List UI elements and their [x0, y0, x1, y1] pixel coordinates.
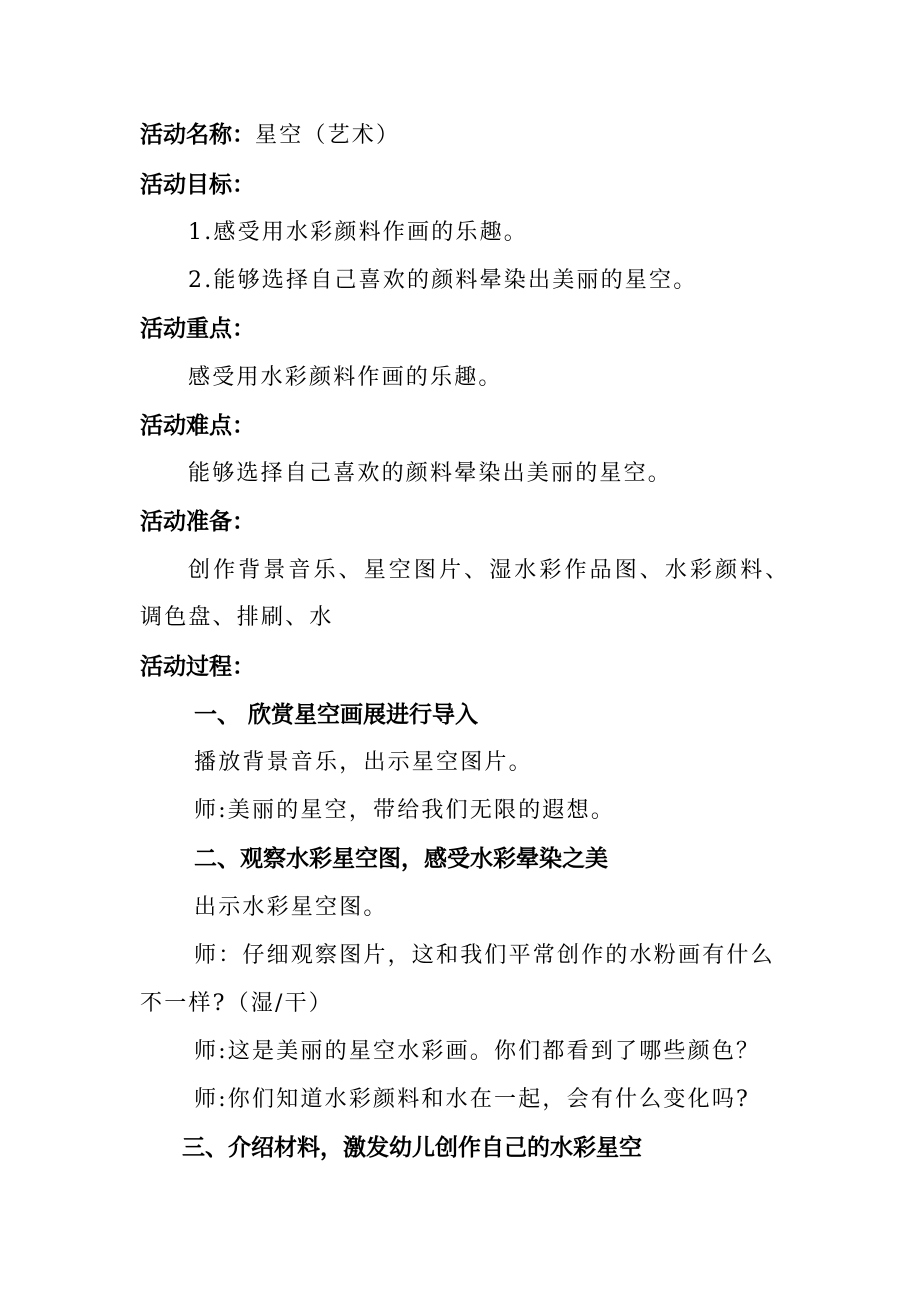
step-2-line-5: 师:你们知道水彩颜料和水在一起，会有什么变化吗? [194, 1087, 751, 1112]
activity-name-line [140, 124, 400, 147]
step-2-title: 二、观察水彩星空图，感受水彩晕染之美 [194, 846, 608, 872]
step-3-title: 三、介绍材料，激发幼儿创作自己的水彩星空 [182, 1135, 642, 1161]
key-point-heading: 活动重点： [140, 316, 255, 342]
preparation-line-2: 调色盘、排刷、水 [140, 605, 334, 630]
difficulty-text: 能够选择自己喜欢的颜料晕染出美丽的星空。 [188, 461, 673, 486]
step-2-line-4: 师:这是美丽的星空水彩画。你们都看到了哪些颜色？ [194, 1039, 761, 1064]
step-2-line-2: 师：仔细观察图片，这和我们平常创作的水粉画有什么 [194, 943, 775, 968]
activity-name-label: 活动名称： [140, 122, 255, 148]
objectives-heading: 活动目标： [140, 172, 255, 198]
step-1-line-2: 师:美丽的星空，带给我们无限的遐想。 [194, 798, 616, 823]
step-1-title: 一、 欣赏星空画展进行导入 [194, 702, 479, 728]
activity-name-value: 星空（艺术） [255, 123, 401, 148]
preparation-heading: 活动准备： [140, 509, 255, 535]
objective-item-1: 1.感受用水彩颜料作画的乐趣。 [188, 220, 528, 245]
objective-item-2: 2.能够选择自己喜欢的颜料晕染出美丽的星空。 [188, 268, 698, 293]
preparation-line-1: 创作背景音乐、星空图片、湿水彩作品图、水彩颜料、 [188, 558, 791, 583]
step-1-line-1: 播放背景音乐，出示星空图片。 [194, 750, 533, 775]
key-point-text: 感受用水彩颜料作画的乐趣。 [188, 365, 503, 390]
difficulty-heading: 活动难点： [140, 413, 255, 439]
step-2-line-1: 出示水彩星空图。 [194, 895, 388, 920]
step-2-line-3: 不一样?（湿/干） [140, 991, 334, 1016]
process-heading: 活动过程： [140, 654, 255, 680]
